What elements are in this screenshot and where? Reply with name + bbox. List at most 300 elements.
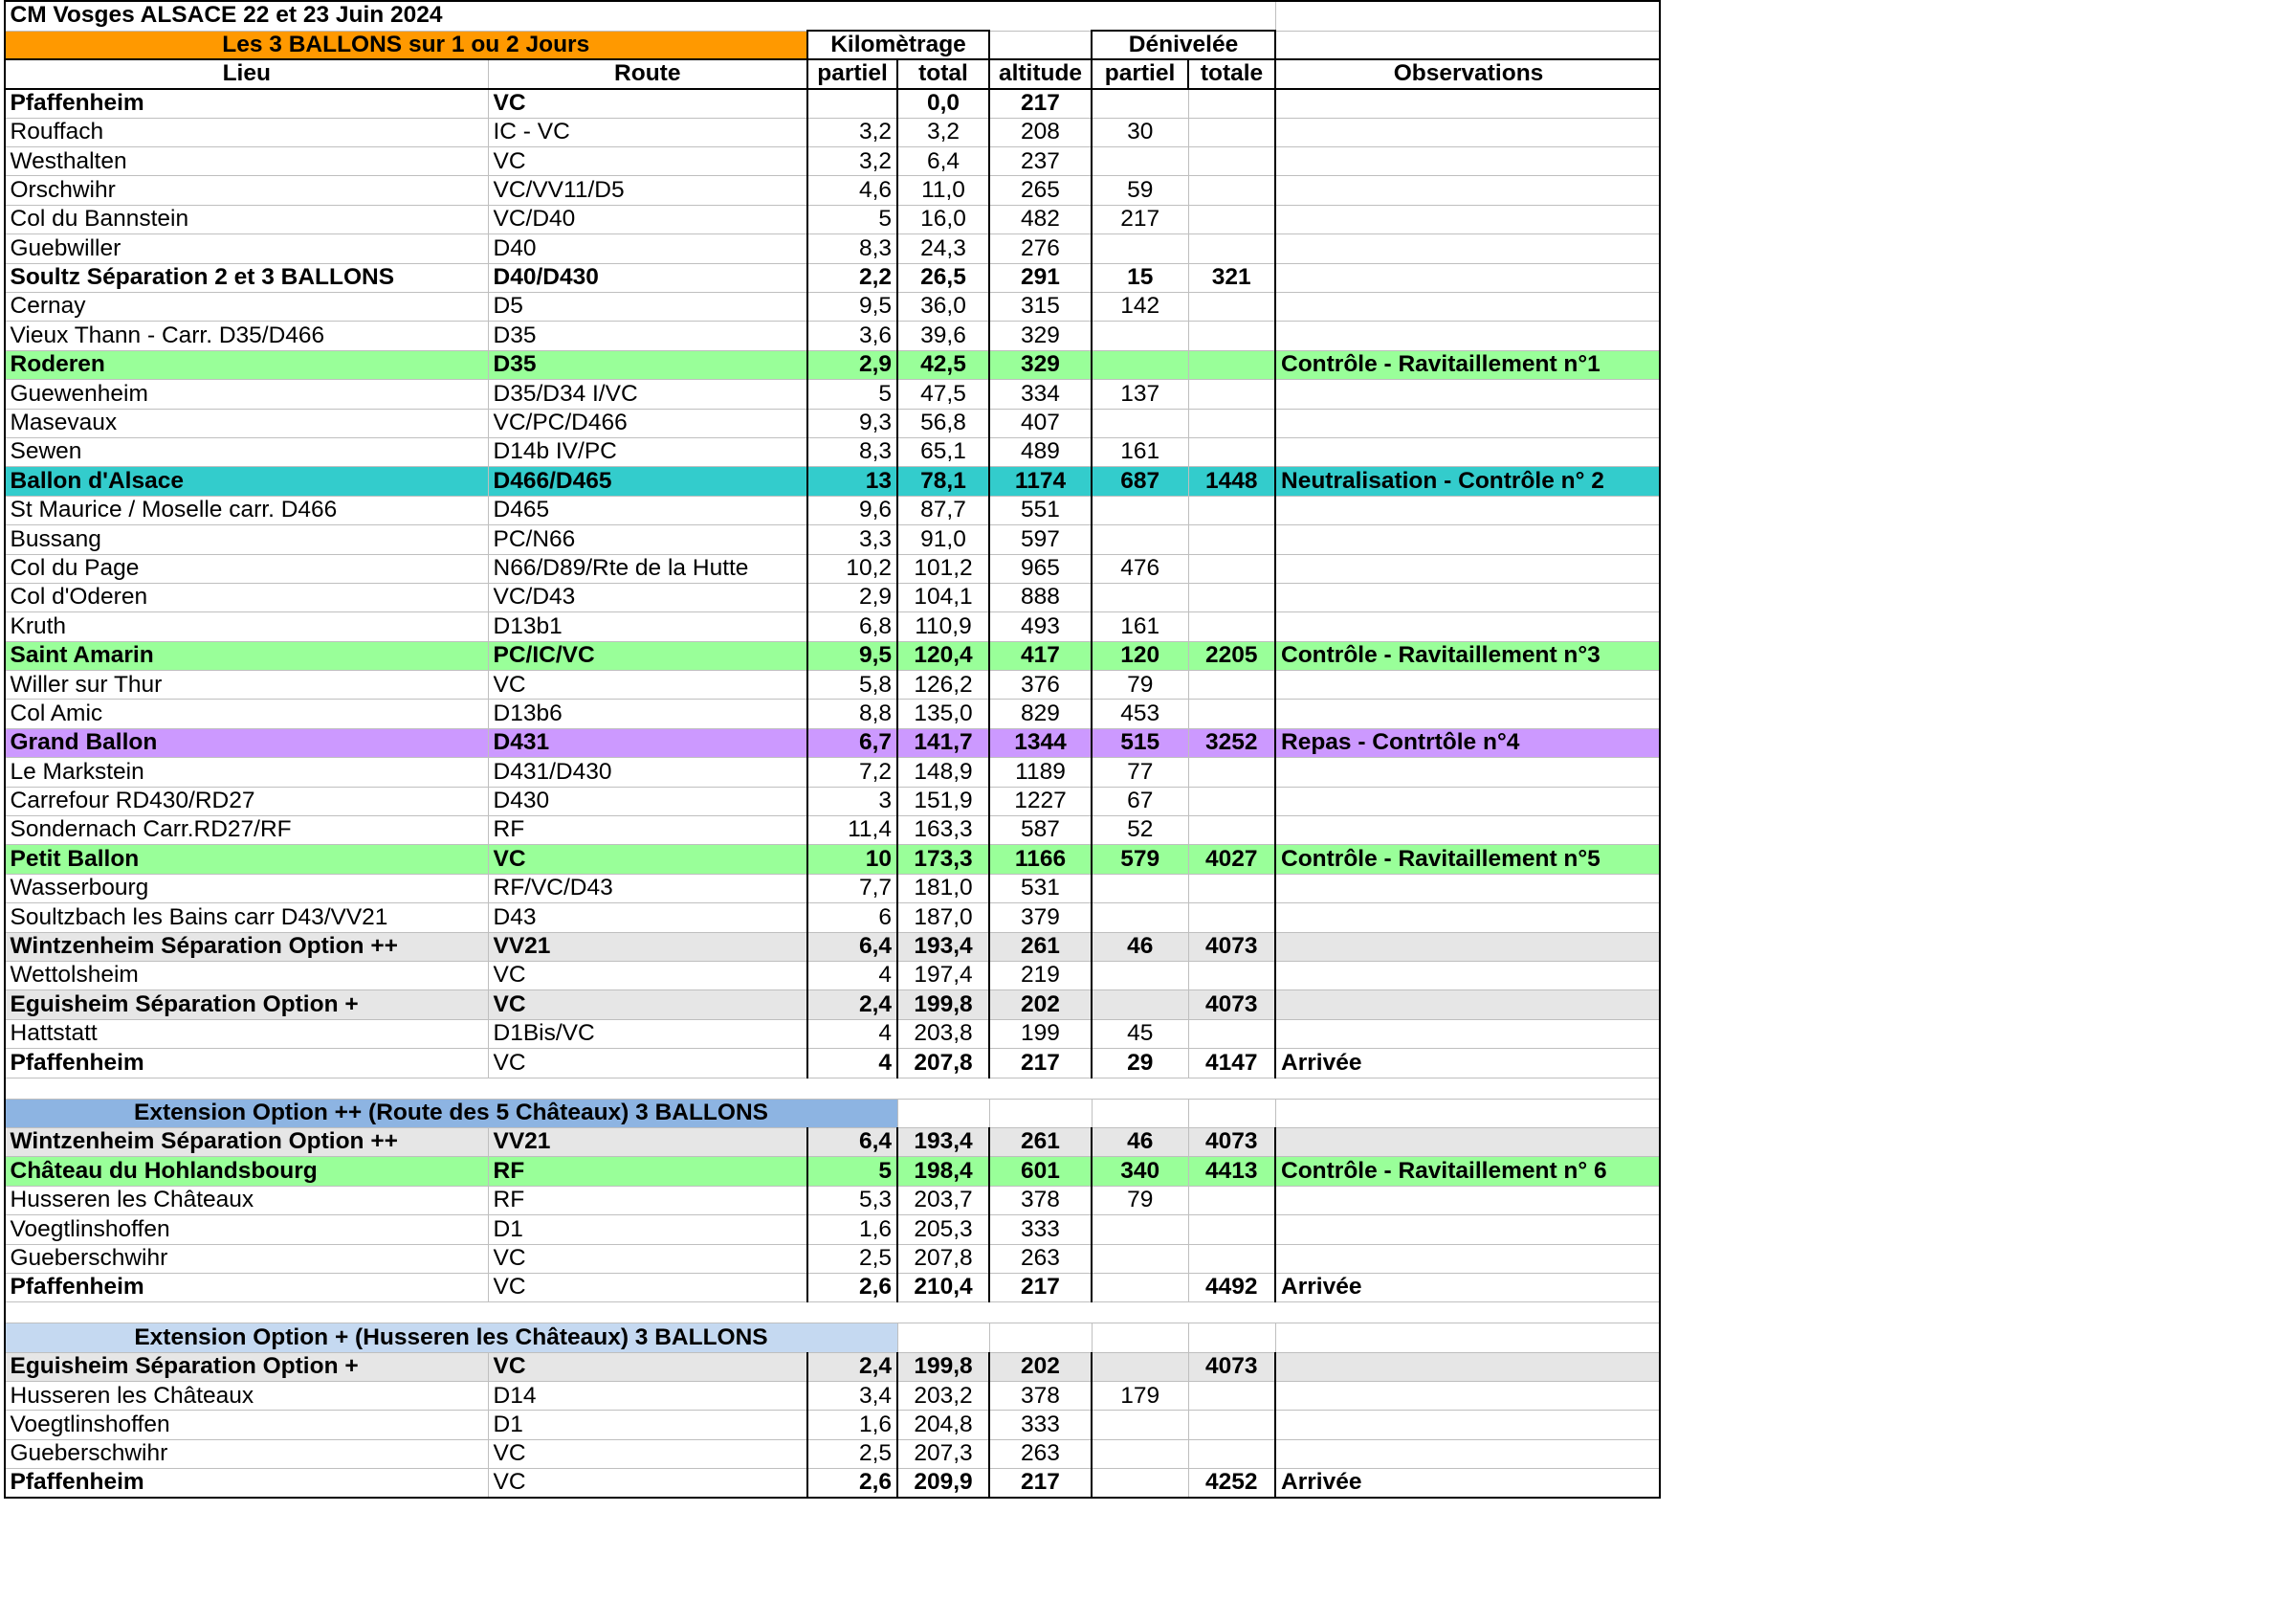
cell-den-totale xyxy=(1188,554,1275,583)
cell-den-totale xyxy=(1188,437,1275,466)
cell-route: VC/PC/D466 xyxy=(488,409,807,437)
cell-den-partiel xyxy=(1092,962,1188,990)
cell-lieu: Masevaux xyxy=(5,409,488,437)
cell-km-partiel: 5 xyxy=(807,1157,897,1186)
cell-km-total: 181,0 xyxy=(897,874,989,902)
cell-observation xyxy=(1275,962,1661,990)
route-row xyxy=(5,1273,1661,1301)
cell-observation: Arrivée xyxy=(1275,1049,1661,1078)
cell-den-totale xyxy=(1188,234,1275,263)
cell-den-partiel xyxy=(1092,1352,1188,1381)
cell-den-partiel: 161 xyxy=(1092,612,1188,641)
cell-observation xyxy=(1275,990,1661,1019)
cell-observation xyxy=(1275,1186,1661,1214)
cell-observation xyxy=(1275,700,1661,728)
cell-observation xyxy=(1275,147,1661,176)
cell-den-partiel: 45 xyxy=(1092,1019,1188,1048)
cell-observation: Contrôle - Ravitaillement n°3 xyxy=(1275,641,1661,670)
cell-den-partiel: 142 xyxy=(1092,293,1188,322)
cell-den-totale: 4073 xyxy=(1188,1352,1275,1381)
cell-lieu: St Maurice / Moselle carr. D466 xyxy=(5,496,488,524)
cell-km-partiel: 2,4 xyxy=(807,1352,897,1381)
route-sheet xyxy=(4,0,1661,1499)
cell-lieu: Soultzbach les Bains carr D43/VV21 xyxy=(5,903,488,932)
cell-route: D35 xyxy=(488,322,807,350)
cell-km-partiel: 8,3 xyxy=(807,437,897,466)
cell-route: VC xyxy=(488,671,807,700)
cell-altitude: 531 xyxy=(989,874,1092,902)
cell-lieu: Guebwiller xyxy=(5,234,488,263)
route-row xyxy=(5,612,1661,641)
cell-km-partiel: 9,3 xyxy=(807,409,897,437)
cell-km-partiel: 9,5 xyxy=(807,641,897,670)
cell-km-partiel xyxy=(807,89,897,118)
cell-route: RF xyxy=(488,1157,807,1186)
route-row xyxy=(5,583,1661,611)
cell-observation xyxy=(1275,1382,1661,1411)
group-spacer xyxy=(989,31,1092,59)
cell-den-partiel xyxy=(1092,903,1188,932)
cell-km-total: 203,8 xyxy=(897,1019,989,1048)
cell-den-totale xyxy=(1188,1382,1275,1411)
route-row xyxy=(5,380,1661,409)
cell-den-partiel xyxy=(1092,525,1188,554)
spacer-cell xyxy=(5,1302,1661,1323)
cell-km-total: 198,4 xyxy=(897,1157,989,1186)
cell-altitude: 1166 xyxy=(989,845,1092,874)
cell-altitude: 261 xyxy=(989,932,1092,961)
cell-observation xyxy=(1275,176,1661,205)
cell-lieu: Ballon d'Alsace xyxy=(5,467,488,496)
cell-lieu: Pfaffenheim xyxy=(5,1273,488,1301)
cell-den-totale xyxy=(1188,350,1275,379)
cell-lieu: Roderen xyxy=(5,350,488,379)
cell-lieu: Voegtlinshoffen xyxy=(5,1215,488,1244)
cell-lieu: Saint Amarin xyxy=(5,641,488,670)
cell-altitude: 202 xyxy=(989,990,1092,1019)
cell-lieu: Wettolsheim xyxy=(5,962,488,990)
cell-km-total: 78,1 xyxy=(897,467,989,496)
cell-lieu: Westhalten xyxy=(5,147,488,176)
cell-den-totale: 4147 xyxy=(1188,1049,1275,1078)
cell-lieu: Hattstatt xyxy=(5,1019,488,1048)
col-den-partiel-header: partiel xyxy=(1092,59,1188,88)
cell-km-total: 193,4 xyxy=(897,1127,989,1156)
cell-route: D13b1 xyxy=(488,612,807,641)
cell-den-totale xyxy=(1188,903,1275,932)
cell-route: D466/D465 xyxy=(488,467,807,496)
cell-km-total: 47,5 xyxy=(897,380,989,409)
cell-den-partiel xyxy=(1092,1215,1188,1244)
section-empty-cell xyxy=(1092,1099,1188,1127)
cell-route: D13b6 xyxy=(488,700,807,728)
cell-lieu: Pfaffenheim xyxy=(5,1049,488,1078)
route-row xyxy=(5,1157,1661,1186)
route-row xyxy=(5,322,1661,350)
cell-km-partiel: 11,4 xyxy=(807,816,897,845)
cell-km-partiel: 5 xyxy=(807,380,897,409)
cell-den-partiel: 30 xyxy=(1092,118,1188,146)
cell-km-total: 120,4 xyxy=(897,641,989,670)
cell-altitude: 482 xyxy=(989,205,1092,233)
cell-den-totale: 2205 xyxy=(1188,641,1275,670)
cell-route: PC/N66 xyxy=(488,525,807,554)
cell-altitude: 551 xyxy=(989,496,1092,524)
route-row xyxy=(5,700,1661,728)
cell-altitude: 217 xyxy=(989,89,1092,118)
cell-observation xyxy=(1275,874,1661,902)
cell-lieu: Carrefour RD430/RD27 xyxy=(5,787,488,815)
cell-km-partiel: 3,2 xyxy=(807,147,897,176)
cell-km-total: 209,9 xyxy=(897,1469,989,1498)
cell-den-totale: 4252 xyxy=(1188,1469,1275,1498)
cell-km-partiel: 2,4 xyxy=(807,990,897,1019)
cell-altitude: 587 xyxy=(989,816,1092,845)
cell-den-partiel: 52 xyxy=(1092,816,1188,845)
cell-observation: Repas - Contrtôle n°4 xyxy=(1275,728,1661,757)
cell-lieu: Gueberschwihr xyxy=(5,1439,488,1468)
cell-observation xyxy=(1275,612,1661,641)
route-row xyxy=(5,1411,1661,1439)
cell-den-totale xyxy=(1188,1244,1275,1273)
cell-altitude: 601 xyxy=(989,1157,1092,1186)
cell-lieu: Col d'Oderen xyxy=(5,583,488,611)
cell-den-partiel: 59 xyxy=(1092,176,1188,205)
cell-km-total: 65,1 xyxy=(897,437,989,466)
spacer-row xyxy=(5,1078,1661,1099)
cell-route: VC xyxy=(488,147,807,176)
section-empty-cell xyxy=(989,1099,1092,1127)
cell-altitude: 1227 xyxy=(989,787,1092,815)
group-kilometrage: Kilomètrage xyxy=(807,31,989,59)
cell-lieu: Cernay xyxy=(5,293,488,322)
route-row xyxy=(5,1352,1661,1381)
cell-den-partiel: 77 xyxy=(1092,758,1188,787)
cell-altitude: 489 xyxy=(989,437,1092,466)
cell-den-totale xyxy=(1188,583,1275,611)
cell-route: N66/D89/Rte de la Hutte xyxy=(488,554,807,583)
cell-observation xyxy=(1275,787,1661,815)
cell-den-partiel xyxy=(1092,1469,1188,1498)
route-row xyxy=(5,1127,1661,1156)
cell-route: D35 xyxy=(488,350,807,379)
cell-km-total: 163,3 xyxy=(897,816,989,845)
cell-den-totale xyxy=(1188,118,1275,146)
cell-altitude: 217 xyxy=(989,1273,1092,1301)
cell-km-total: 148,9 xyxy=(897,758,989,787)
cell-route: D40 xyxy=(488,234,807,263)
cell-km-partiel: 4 xyxy=(807,962,897,990)
cell-km-partiel: 3 xyxy=(807,787,897,815)
cell-km-total: 0,0 xyxy=(897,89,989,118)
route-row xyxy=(5,205,1661,233)
cell-lieu: Le Markstein xyxy=(5,758,488,787)
cell-den-partiel xyxy=(1092,874,1188,902)
cell-km-partiel: 2,5 xyxy=(807,1439,897,1468)
cell-den-totale: 321 xyxy=(1188,263,1275,292)
cell-route: D1Bis/VC xyxy=(488,1019,807,1048)
cell-observation xyxy=(1275,118,1661,146)
cell-altitude: 378 xyxy=(989,1186,1092,1214)
cell-den-partiel xyxy=(1092,1273,1188,1301)
cell-route: D1 xyxy=(488,1411,807,1439)
cell-route: VC xyxy=(488,1439,807,1468)
subtitle-row xyxy=(5,31,1661,59)
cell-den-partiel xyxy=(1092,990,1188,1019)
cell-altitude: 217 xyxy=(989,1469,1092,1498)
route-row xyxy=(5,932,1661,961)
group-spacer-obs xyxy=(1275,31,1661,59)
route-row xyxy=(5,1186,1661,1214)
cell-den-partiel: 217 xyxy=(1092,205,1188,233)
cell-km-partiel: 7,7 xyxy=(807,874,897,902)
cell-den-partiel: 340 xyxy=(1092,1157,1188,1186)
cell-km-partiel: 6,4 xyxy=(807,1127,897,1156)
cell-altitude: 378 xyxy=(989,1382,1092,1411)
cell-den-totale: 4492 xyxy=(1188,1273,1275,1301)
cell-km-total: 36,0 xyxy=(897,293,989,322)
cell-observation xyxy=(1275,1411,1661,1439)
cell-lieu: Bussang xyxy=(5,525,488,554)
cell-den-totale: 4073 xyxy=(1188,932,1275,961)
cell-altitude: 407 xyxy=(989,409,1092,437)
cell-route: VC xyxy=(488,1469,807,1498)
section-empty-cell xyxy=(897,1099,989,1127)
cell-den-totale xyxy=(1188,787,1275,815)
cell-den-partiel: 15 xyxy=(1092,263,1188,292)
route-row xyxy=(5,990,1661,1019)
cell-route: RF/VC/D43 xyxy=(488,874,807,902)
route-row xyxy=(5,437,1661,466)
cell-lieu: Sondernach Carr.RD27/RF xyxy=(5,816,488,845)
cell-km-total: 110,9 xyxy=(897,612,989,641)
col-altitude-header: altitude xyxy=(989,59,1092,88)
cell-observation xyxy=(1275,932,1661,961)
route-row xyxy=(5,525,1661,554)
cell-lieu: Gueberschwihr xyxy=(5,1244,488,1273)
cell-den-totale xyxy=(1188,1186,1275,1214)
cell-route: PC/IC/VC xyxy=(488,641,807,670)
cell-observation xyxy=(1275,816,1661,845)
cell-den-partiel xyxy=(1092,89,1188,118)
cell-route: VC xyxy=(488,990,807,1019)
cell-observation xyxy=(1275,554,1661,583)
cell-altitude: 329 xyxy=(989,350,1092,379)
cell-route: RF xyxy=(488,1186,807,1214)
cell-lieu: Wintzenheim Séparation Option ++ xyxy=(5,1127,488,1156)
cell-altitude: 291 xyxy=(989,263,1092,292)
cell-km-partiel: 3,6 xyxy=(807,322,897,350)
cell-observation xyxy=(1275,525,1661,554)
cell-route: D43 xyxy=(488,903,807,932)
cell-km-partiel: 10 xyxy=(807,845,897,874)
cell-observation xyxy=(1275,1127,1661,1156)
section-empty-cell xyxy=(897,1323,989,1352)
cell-observation: Contrôle - Ravitaillement n°1 xyxy=(1275,350,1661,379)
cell-altitude: 334 xyxy=(989,380,1092,409)
route-row xyxy=(5,350,1661,379)
route-row xyxy=(5,1215,1661,1244)
cell-observation xyxy=(1275,409,1661,437)
cell-den-totale xyxy=(1188,409,1275,437)
cell-km-total: 197,4 xyxy=(897,962,989,990)
cell-den-totale xyxy=(1188,758,1275,787)
cell-lieu: Husseren les Châteaux xyxy=(5,1382,488,1411)
cell-altitude: 265 xyxy=(989,176,1092,205)
cell-km-partiel: 3,4 xyxy=(807,1382,897,1411)
cell-lieu: Sewen xyxy=(5,437,488,466)
cell-den-partiel: 161 xyxy=(1092,437,1188,466)
cell-km-total: 193,4 xyxy=(897,932,989,961)
cell-km-partiel: 3,2 xyxy=(807,118,897,146)
route-row xyxy=(5,671,1661,700)
cell-km-partiel: 2,9 xyxy=(807,583,897,611)
cell-km-partiel: 9,6 xyxy=(807,496,897,524)
route-row xyxy=(5,845,1661,874)
cell-route: D14b IV/PC xyxy=(488,437,807,466)
route-row xyxy=(5,293,1661,322)
cell-observation xyxy=(1275,1019,1661,1048)
cell-altitude: 208 xyxy=(989,118,1092,146)
col-km-partiel-header: partiel xyxy=(807,59,897,88)
route-row xyxy=(5,641,1661,670)
route-row xyxy=(5,758,1661,787)
cell-km-total: 205,3 xyxy=(897,1215,989,1244)
cell-km-total: 16,0 xyxy=(897,205,989,233)
cell-den-totale xyxy=(1188,89,1275,118)
route-row xyxy=(5,147,1661,176)
cell-den-partiel xyxy=(1092,1411,1188,1439)
cell-route: VC xyxy=(488,89,807,118)
cell-lieu: Kruth xyxy=(5,612,488,641)
cell-altitude: 263 xyxy=(989,1244,1092,1273)
cell-altitude: 202 xyxy=(989,1352,1092,1381)
route-row xyxy=(5,874,1661,902)
cell-km-partiel: 6,7 xyxy=(807,728,897,757)
cell-km-total: 56,8 xyxy=(897,409,989,437)
cell-altitude: 237 xyxy=(989,147,1092,176)
cell-altitude: 965 xyxy=(989,554,1092,583)
cell-observation: Arrivée xyxy=(1275,1469,1661,1498)
cell-den-partiel xyxy=(1092,322,1188,350)
cell-km-total: 203,7 xyxy=(897,1186,989,1214)
cell-km-partiel: 13 xyxy=(807,467,897,496)
route-row xyxy=(5,176,1661,205)
cell-observation xyxy=(1275,234,1661,263)
sheet-subtitle: Les 3 BALLONS sur 1 ou 2 Jours xyxy=(5,31,807,59)
cell-km-total: 6,4 xyxy=(897,147,989,176)
cell-altitude: 888 xyxy=(989,583,1092,611)
cell-km-total: 42,5 xyxy=(897,350,989,379)
cell-km-total: 204,8 xyxy=(897,1411,989,1439)
route-row xyxy=(5,1049,1661,1078)
section-empty-cell xyxy=(1275,1323,1661,1352)
cell-route: D5 xyxy=(488,293,807,322)
cell-lieu: Willer sur Thur xyxy=(5,671,488,700)
cell-den-partiel xyxy=(1092,409,1188,437)
cell-km-partiel: 5,3 xyxy=(807,1186,897,1214)
route-row xyxy=(5,1382,1661,1411)
cell-altitude: 1174 xyxy=(989,467,1092,496)
cell-km-total: 151,9 xyxy=(897,787,989,815)
cell-observation xyxy=(1275,583,1661,611)
cell-route: RF xyxy=(488,816,807,845)
cell-route: VC xyxy=(488,1273,807,1301)
cell-lieu: Orschwihr xyxy=(5,176,488,205)
cell-den-totale: 4027 xyxy=(1188,845,1275,874)
cell-observation xyxy=(1275,263,1661,292)
cell-den-totale xyxy=(1188,322,1275,350)
route-row xyxy=(5,263,1661,292)
cell-km-partiel: 2,6 xyxy=(807,1469,897,1498)
cell-den-partiel: 120 xyxy=(1092,641,1188,670)
cell-observation xyxy=(1275,89,1661,118)
cell-lieu: Petit Ballon xyxy=(5,845,488,874)
cell-den-totale xyxy=(1188,293,1275,322)
title-row-empty xyxy=(1275,1,1661,31)
cell-observation xyxy=(1275,903,1661,932)
cell-lieu: Eguisheim Séparation Option + xyxy=(5,990,488,1019)
cell-km-partiel: 5,8 xyxy=(807,671,897,700)
cell-km-partiel: 4,6 xyxy=(807,176,897,205)
cell-den-totale xyxy=(1188,1439,1275,1468)
cell-lieu: Husseren les Châteaux xyxy=(5,1186,488,1214)
cell-km-partiel: 8,3 xyxy=(807,234,897,263)
cell-observation xyxy=(1275,671,1661,700)
cell-den-totale xyxy=(1188,1411,1275,1439)
cell-den-totale xyxy=(1188,380,1275,409)
cell-den-totale xyxy=(1188,962,1275,990)
cell-observation: Contrôle - Ravitaillement n° 6 xyxy=(1275,1157,1661,1186)
col-route-header: Route xyxy=(488,59,807,88)
cell-observation xyxy=(1275,293,1661,322)
cell-den-partiel: 179 xyxy=(1092,1382,1188,1411)
cell-km-partiel: 8,8 xyxy=(807,700,897,728)
cell-den-partiel: 476 xyxy=(1092,554,1188,583)
cell-lieu: Eguisheim Séparation Option + xyxy=(5,1352,488,1381)
section-empty-cell xyxy=(1275,1099,1661,1127)
route-row xyxy=(5,1244,1661,1273)
cell-den-partiel xyxy=(1092,1439,1188,1468)
spacer-row xyxy=(5,1302,1661,1323)
cell-observation xyxy=(1275,1439,1661,1468)
cell-observation xyxy=(1275,380,1661,409)
section-empty-cell xyxy=(1092,1323,1188,1352)
cell-den-totale: 1448 xyxy=(1188,467,1275,496)
cell-km-partiel: 6 xyxy=(807,903,897,932)
cell-km-partiel: 1,6 xyxy=(807,1411,897,1439)
cell-den-totale xyxy=(1188,671,1275,700)
col-observations-header: Observations xyxy=(1275,59,1661,88)
cell-km-total: 91,0 xyxy=(897,525,989,554)
route-row xyxy=(5,118,1661,146)
cell-altitude: 329 xyxy=(989,322,1092,350)
route-row xyxy=(5,728,1661,757)
route-row xyxy=(5,962,1661,990)
section-empty-cell xyxy=(1188,1323,1275,1352)
cell-route: VC xyxy=(488,1352,807,1381)
cell-observation: Arrivée xyxy=(1275,1273,1661,1301)
cell-altitude: 597 xyxy=(989,525,1092,554)
title-row xyxy=(5,1,1661,31)
cell-km-partiel: 6,8 xyxy=(807,612,897,641)
cell-km-total: 199,8 xyxy=(897,1352,989,1381)
col-km-total-header: total xyxy=(897,59,989,88)
route-row xyxy=(5,1469,1661,1498)
cell-altitude: 199 xyxy=(989,1019,1092,1048)
cell-lieu: Col Amic xyxy=(5,700,488,728)
cell-lieu: Château du Hohlandsbourg xyxy=(5,1157,488,1186)
